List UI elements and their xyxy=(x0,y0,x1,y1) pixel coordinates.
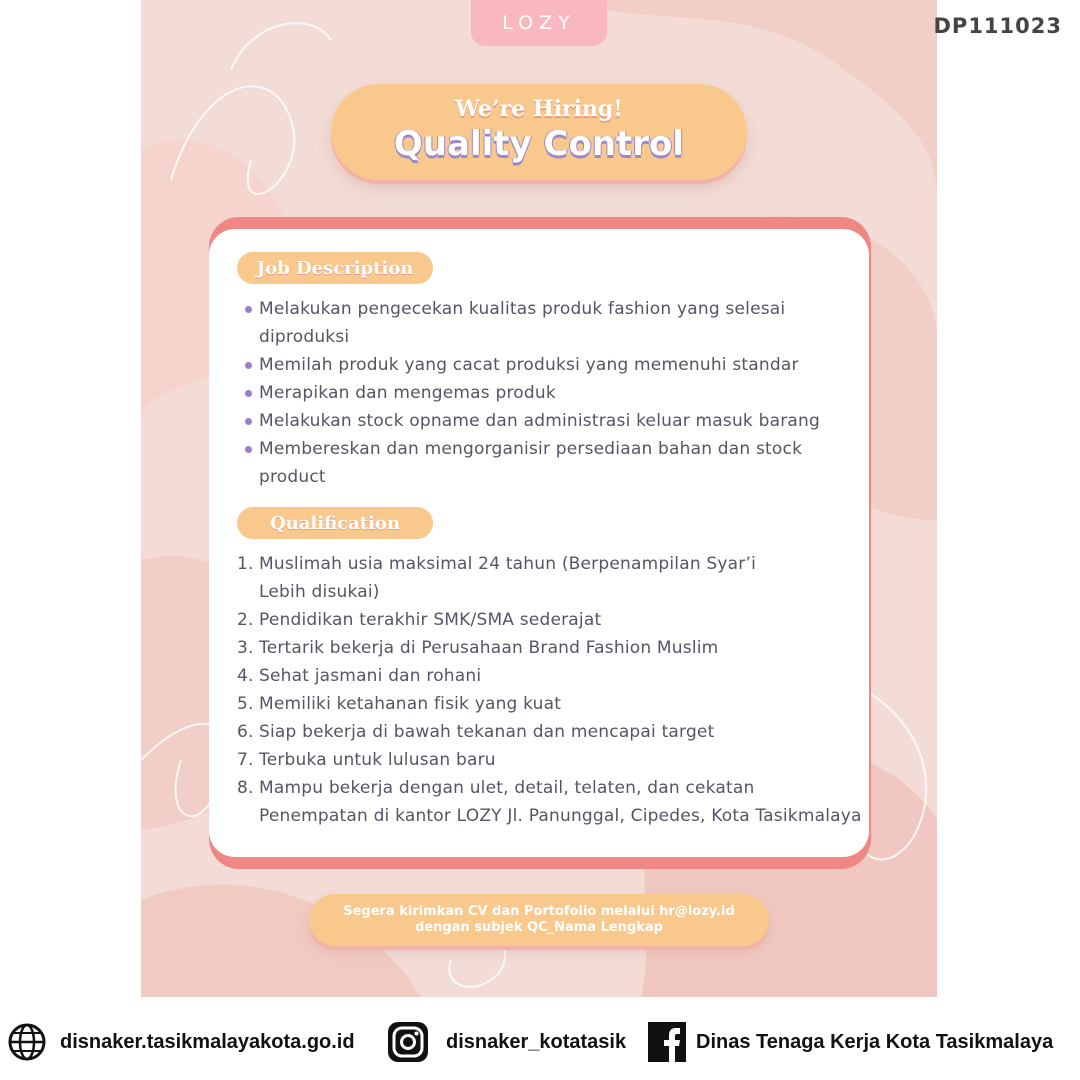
qualification-number: 2. xyxy=(237,610,254,630)
qualification-number: 5. xyxy=(237,694,254,714)
cta-banner xyxy=(309,894,769,946)
list-item: Membereskan dan mengorganisir persediaan bahan dan stock xyxy=(237,435,859,463)
list-item-continuation: product xyxy=(259,467,326,487)
qualification-item xyxy=(237,634,859,662)
job-poster xyxy=(141,0,937,997)
qualification-list xyxy=(237,550,859,802)
qualification-text: Mampu bekerja dengan ulet, detail, telaten, dan cekatan xyxy=(259,778,755,798)
qualification-item xyxy=(237,718,859,746)
qualification-item xyxy=(237,662,859,690)
facebook-icon xyxy=(648,1022,686,1062)
poster-code: DP111023 xyxy=(933,14,1062,38)
list-item-continuation: diproduksi xyxy=(259,327,350,347)
qualification-number: 3. xyxy=(237,638,254,658)
website-label: disnaker.tasikmalayakota.go.id xyxy=(60,1030,355,1053)
qualification-text: Siap bekerja di bawah tekanan dan mencapai target xyxy=(259,722,715,742)
placement-wrapper xyxy=(237,802,879,830)
qualification-item xyxy=(237,774,859,802)
qualification-number: 4. xyxy=(237,666,254,686)
footer-bar xyxy=(0,1010,1080,1074)
footer-instagram[interactable] xyxy=(388,1022,626,1062)
qualification-text: Memiliki ketahanan fisik yang kuat xyxy=(259,694,562,714)
qualification-item xyxy=(237,746,859,774)
list-item: Memilah produk yang cacat produksi yang memenuhi standar xyxy=(237,351,859,379)
cta-line-2: dengan subjek QC_Nama Lengkap xyxy=(415,920,663,935)
facebook-label: Dinas Tenaga Kerja Kota Tasikmalaya xyxy=(696,1030,1054,1053)
qualification-text: Muslimah usia maksimal 24 tahun (Berpenampilan Syar’i xyxy=(259,554,756,574)
job-description-list xyxy=(237,295,859,491)
list-item: Merapikan dan mengemas produk xyxy=(237,379,859,407)
qualification-item xyxy=(237,550,859,578)
job-title: Quality Control xyxy=(393,124,685,164)
placement-text: Penempatan di kantor LOZY Jl. Panunggal, Cipedes, Kota Tasikmalaya xyxy=(259,806,862,826)
list-item: Melakukan stock opname dan administrasi keluar masuk barang xyxy=(237,407,859,435)
qualification-number: 6. xyxy=(237,722,254,742)
qualification-text: Pendidikan terakhir SMK/SMA sederajat xyxy=(259,610,602,630)
footer-facebook[interactable] xyxy=(648,1022,1053,1062)
globe-icon xyxy=(8,1023,46,1061)
qualification-text: Lebih disukai) xyxy=(259,582,380,602)
qualification-text: Sehat jasmani dan rohani xyxy=(259,666,482,686)
qualification-item xyxy=(237,690,859,718)
qualification-number: 1. xyxy=(237,554,254,574)
qualification-heading: Qualification xyxy=(237,507,433,539)
footer-website[interactable] xyxy=(8,1023,355,1061)
qualification-item xyxy=(237,606,859,634)
instagram-icon xyxy=(388,1022,428,1062)
qualification-text: Terbuka untuk lulusan baru xyxy=(259,750,496,770)
list-item: Melakukan pengecekan kualitas produk fashion yang selesai xyxy=(237,295,859,323)
qualification-text: Tertarik bekerja di Perusahaan Brand Fashion Muslim xyxy=(259,638,719,658)
instagram-label: disnaker_kotatasik xyxy=(446,1030,627,1053)
qualification-number: 7. xyxy=(237,750,254,770)
job-description-heading: Job Description xyxy=(237,252,433,284)
qualification-number: 8. xyxy=(237,778,254,798)
hiring-banner xyxy=(331,84,747,180)
hiring-subtitle: We’re Hiring! xyxy=(455,96,623,122)
qualification-item xyxy=(237,578,859,606)
brand-logo: LOZY xyxy=(471,0,607,46)
cta-line-1: Segera kirimkan CV dan Portofolio melalui hr@lozy.id xyxy=(343,904,735,919)
